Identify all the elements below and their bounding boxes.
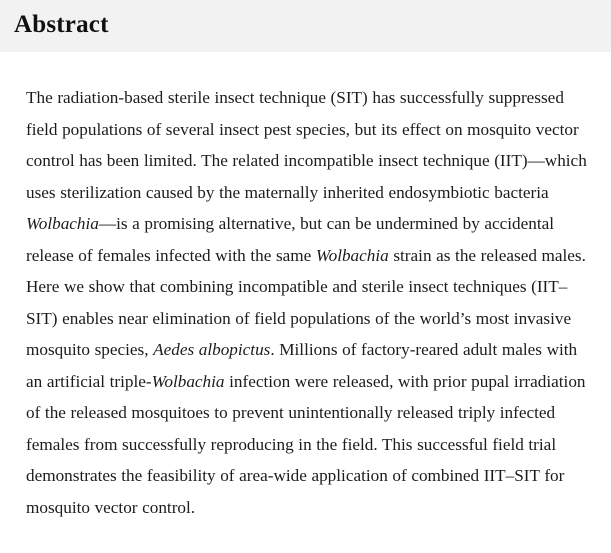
text-run: strain as the released males. Here we show that combining incompatible and sterile insect techniques (IIT–SIT) enables near elimination of field populations of the world’s most invasive mosquito species, xyxy=(26,245,586,359)
italic-term: Aedes albopictus xyxy=(153,340,271,359)
text-run: The radiation-based sterile insect technique (SIT) has successfully suppressed field populations of several insect pest species, but its effect on mosquito vector control has been limited. The related incompatible insect technique (IIT)—which uses sterilization caused by the maternally inherited endosymbiotic bacteria xyxy=(26,88,587,202)
abstract-body xyxy=(0,52,611,523)
page-title: Abstract xyxy=(14,11,109,38)
italic-term: Wolbachia xyxy=(26,214,99,233)
text-run: —is a promising alternative, but can be undermined by accidental release of females infected with the same xyxy=(26,214,555,265)
text-run: . Millions of factory-reared adult males with an artificial triple- xyxy=(26,340,578,391)
italic-term: Wolbachia xyxy=(315,245,389,265)
text-run: infection were released, with prior pupal irradiation of the released mosquitoes to prevent unintentionally released triply infected females from successfully reproducing in the field. This successful field trial demonstrates the feasibility of area-wide application of combined IIT–SIT for mosquito vector control. xyxy=(26,371,586,517)
italic-term: Wolbachia xyxy=(151,371,225,391)
abstract-header xyxy=(0,0,611,52)
abstract-paragraph xyxy=(26,82,589,523)
